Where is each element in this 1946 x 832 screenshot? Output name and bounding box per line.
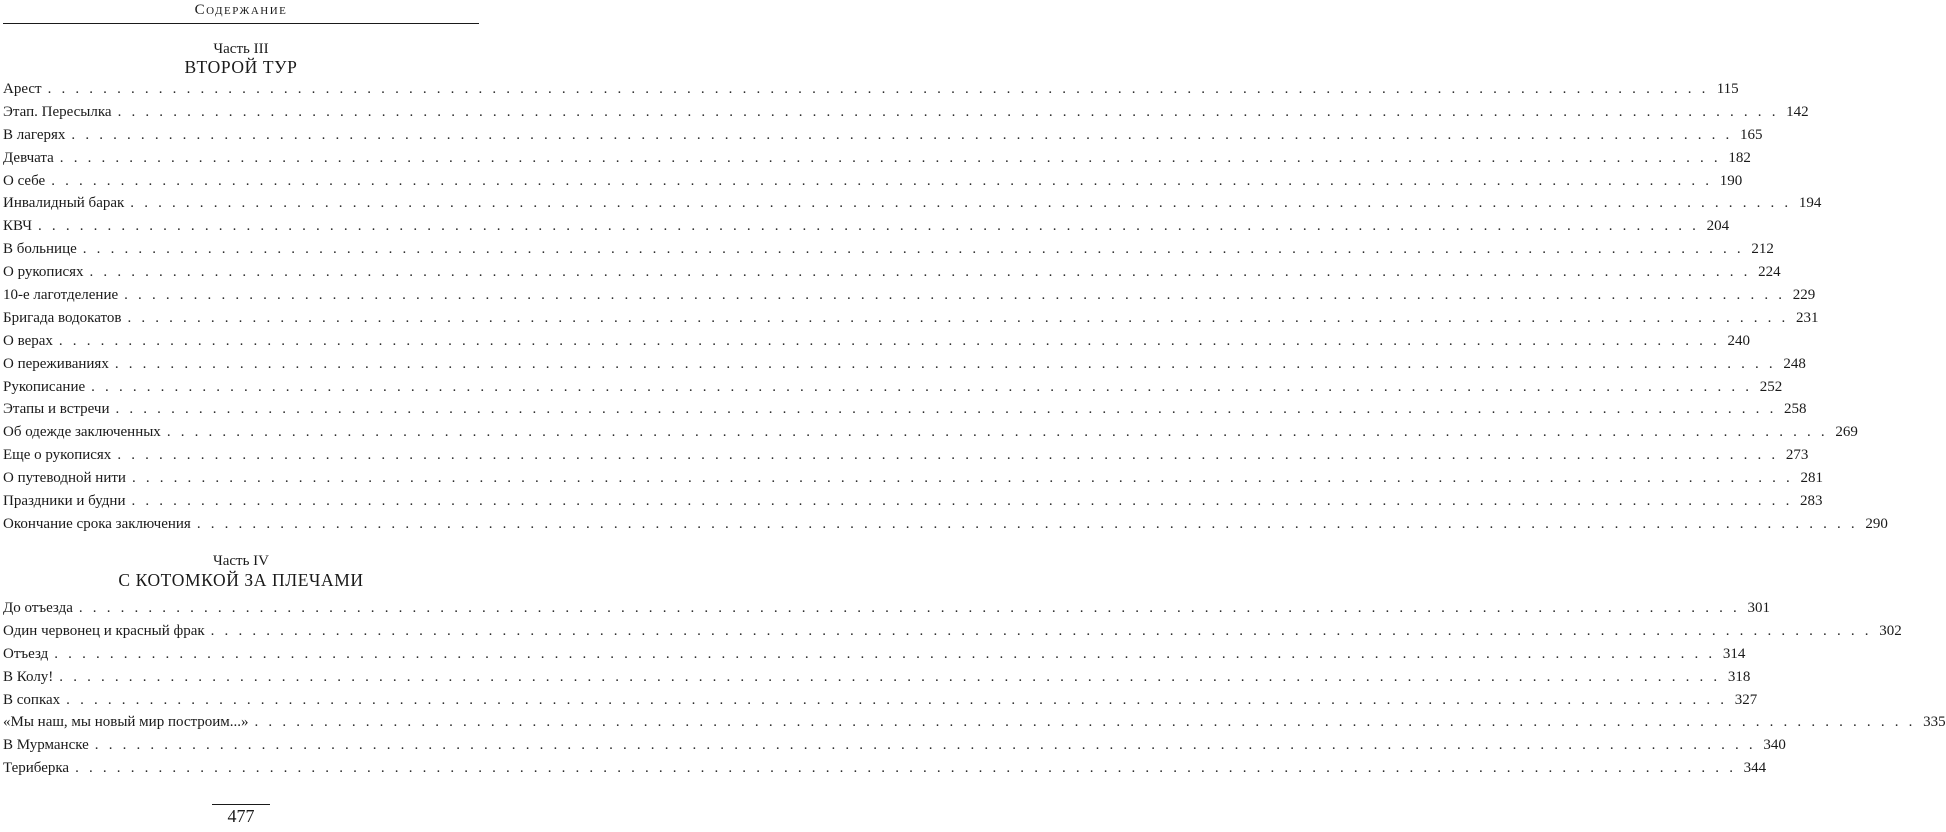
- toc-entry-page: 269: [1835, 424, 1858, 441]
- toc-entry: [3, 147, 1751, 170]
- dot-leader: . . . . . . . . . . . . . . . . . . . . . . . . . . . . . . . . . . . . . . . . . . . . . . . . . . . . . . . . . . . . . . . . . . . . . . . . . . . . . . . . . . . . . . . . . . . . . . . . . . . . . . . . . . . . . . . . . . . . . . . .: [131, 470, 1794, 487]
- toc-entry: [3, 170, 1743, 193]
- toc-entry-title: В Мурманске: [3, 737, 89, 754]
- dot-leader: . . . . . . . . . . . . . . . . . . . . . . . . . . . . . . . . . . . . . . . . . . . . . . . . . . . . . . . . . . . . . . . . . . . . . . . . . . . . . . . . . . . . . . . . . . . . . . . . . . . . . . . . . . . . . . . . . . . . . . . .: [115, 401, 1777, 418]
- dot-leader: . . . . . . . . . . . . . . . . . . . . . . . . . . . . . . . . . . . . . . . . . . . . . . . . . . . . . . . . . . . . . . . . . . . . . . . . . . . . . . . . . . . . . . . . . . . . . . . . . . . . . . . . . . . . . . . . . . . . . . . .: [51, 172, 1713, 189]
- toc-entry-title: Инвалидный барак: [3, 195, 125, 212]
- toc-entry: [3, 353, 1806, 376]
- toc-entry: [3, 620, 1902, 643]
- toc-entry-page: 224: [1758, 264, 1781, 281]
- part-3-toc-list: [3, 78, 1888, 536]
- toc-entry: [3, 78, 1739, 101]
- toc-entry: [3, 734, 1786, 757]
- toc-entry-title: Еще о рукописях: [3, 447, 112, 464]
- toc-entry: [3, 666, 1751, 689]
- toc-entry-page: 258: [1784, 401, 1807, 418]
- toc-entry: [3, 124, 1763, 147]
- toc-entry-title: О переживаниях: [3, 355, 109, 372]
- toc-entry: [3, 421, 1858, 444]
- toc-entry: [3, 376, 1783, 399]
- toc-entry-title: О себе: [3, 172, 46, 189]
- toc-entry-page: 204: [1706, 218, 1730, 235]
- toc-entry: [3, 215, 1730, 238]
- toc-entry-page: 165: [1739, 126, 1763, 143]
- toc-entry-page: 340: [1763, 737, 1786, 754]
- toc-entry: [3, 643, 1746, 666]
- dot-leader: . . . . . . . . . . . . . . . . . . . . . . . . . . . . . . . . . . . . . . . . . . . . . . . . . . . . . . . . . . . . . . . . . . . . . . . . . . . . . . . . . . . . . . . . . . . . . . . . . . . . . . . . . . . . . . . . . . . . . . . .: [196, 515, 1858, 532]
- dot-leader: . . . . . . . . . . . . . . . . . . . . . . . . . . . . . . . . . . . . . . . . . . . . . . . . . . . . . . . . . . . . . . . . . . . . . . . . . . . . . . . . . . . . . . . . . . . . . . . . . . . . . . . . . . . . . . . . . . . . . . . .: [131, 493, 1793, 510]
- dot-leader: . . . . . . . . . . . . . . . . . . . . . . . . . . . . . . . . . . . . . . . . . . . . . . . . . . . . . . . . . . . . . . . . . . . . . . . . . . . . . . . . . . . . . . . . . . . . . . . . . . . . . . . . . . . . . . . . . . . . . . . .: [75, 760, 1737, 777]
- toc-entry-page: 301: [1747, 600, 1770, 616]
- toc-entry: [3, 284, 1816, 307]
- toc-entry-page: 302: [1879, 622, 1902, 639]
- dot-leader: . . . . . . . . . . . . . . . . . . . . . . . . . . . . . . . . . . . . . . . . . . . . . . . . . . . . . . . . . . . . . . . . . . . . . . . . . . . . . . . . . . . . . . . . . . . . . . . . . . . . . . . . . . . . . . . . . . . . . . . .: [58, 332, 1720, 349]
- toc-entry: [3, 398, 1807, 421]
- dot-leader: . . . . . . . . . . . . . . . . . . . . . . . . . . . . . . . . . . . . . . . . . . . . . . . . . . . . . . . . . . . . . . . . . . . . . . . . . . . . . . . . . . . . . . . . . . . . . . . . . . . . . . . . . . . . . . . . . . . . . . . .: [91, 378, 1753, 395]
- toc-entry-page: 240: [1727, 332, 1750, 349]
- toc-entry-title: В сопках: [3, 691, 61, 708]
- toc-entry-title: В Колу!: [3, 668, 54, 685]
- toc-entry-title: О верах: [3, 332, 53, 349]
- dot-leader: . . . . . . . . . . . . . . . . . . . . . . . . . . . . . . . . . . . . . . . . . . . . . . . . . . . . . . . . . . . . . . . . . . . . . . . . . . . . . . . . . . . . . . . . . . . . . . . . . . . . . . . . . . . . . . . . . . . . . . . .: [47, 81, 1709, 97]
- toc-entry: [3, 444, 1809, 467]
- toc-entry-page: 190: [1719, 172, 1743, 189]
- dot-leader: . . . . . . . . . . . . . . . . . . . . . . . . . . . . . . . . . . . . . . . . . . . . . . . . . . . . . . . . . . . . . . . . . . . . . . . . . . . . . . . . . . . . . . . . . . . . . . . . . . . . . . . . . . . . . . . . . . . . . . . .: [66, 691, 1728, 708]
- dot-leader: . . . . . . . . . . . . . . . . . . . . . . . . . . . . . . . . . . . . . . . . . . . . . . . . . . . . . . . . . . . . . . . . . . . . . . . . . . . . . . . . . . . . . . . . . . . . . . . . . . . . . . . . . . . . . . . . . . . . . . . .: [71, 126, 1733, 143]
- toc-entry-title: Этап. Пересылка: [3, 103, 112, 120]
- toc-entry-title: Рукописание: [3, 378, 86, 395]
- toc-entry: [3, 101, 1809, 124]
- toc-entry-title: Окончание срока заключения: [3, 515, 191, 532]
- toc-entry-title: О рукописях: [3, 264, 84, 281]
- toc-entry-title: 10-е лаготделение: [3, 287, 119, 304]
- toc-entry-title: КВЧ: [3, 218, 33, 235]
- dot-leader: . . . . . . . . . . . . . . . . . . . . . . . . . . . . . . . . . . . . . . . . . . . . . . . . . . . . . . . . . . . . . . . . . . . . . . . . . . . . . . . . . . . . . . . . . . . . . . . . . . . . . . . . . . . . . . . . . . . . . . . .: [59, 149, 1721, 166]
- toc-entry-page: 283: [1800, 493, 1823, 510]
- dot-leader: . . . . . . . . . . . . . . . . . . . . . . . . . . . . . . . . . . . . . . . . . . . . . . . . . . . . . . . . . . . . . . . . . . . . . . . . . . . . . . . . . . . . . . . . . . . . . . . . . . . . . . . . . . . . . . . . . . . . . . . .: [114, 355, 1776, 372]
- toc-entry: [3, 757, 1767, 780]
- dot-leader: . . . . . . . . . . . . . . . . . . . . . . . . . . . . . . . . . . . . . . . . . . . . . . . . . . . . . . . . . . . . . . . . . . . . . . . . . . . . . . . . . . . . . . . . . . . . . . . . . . . . . . . . . . . . . . . . . . . . . . . .: [117, 447, 1779, 464]
- dot-leader: . . . . . . . . . . . . . . . . . . . . . . . . . . . . . . . . . . . . . . . . . . . . . . . . . . . . . . . . . . . . . . . . . . . . . . . . . . . . . . . . . . . . . . . . . . . . . . . . . . . . . . . . . . . . . . . . . . . . . . . .: [127, 309, 1789, 326]
- header-rule: [3, 23, 479, 24]
- toc-entry-title: До отъезда: [3, 600, 73, 616]
- dot-leader: . . . . . . . . . . . . . . . . . . . . . . . . . . . . . . . . . . . . . . . . . . . . . . . . . . . . . . . . . . . . . . . . . . . . . . . . . . . . . . . . . . . . . . . . . . . . . . . . . . . . . . . . . . . . . . . . . . . . . . . .: [117, 103, 1779, 120]
- toc-entry-page: 344: [1743, 760, 1767, 777]
- running-head: Содержание: [194, 2, 288, 18]
- toc-entry-title: В лагерях: [3, 126, 66, 143]
- part-4-label: Часть IV: [212, 553, 270, 569]
- toc-entry-page: 290: [1865, 515, 1888, 532]
- toc-entry-page: 327: [1734, 691, 1758, 708]
- toc-entry-title: Праздники и будни: [3, 493, 126, 510]
- part-3-label: Часть III: [213, 41, 269, 57]
- toc-entry: [3, 490, 1823, 513]
- toc-entry-page: 273: [1785, 447, 1809, 464]
- toc-entry-page: 212: [1751, 241, 1774, 258]
- toc-entry-title: «Мы наш, мы новый мир построим...»: [3, 714, 249, 731]
- toc-entry-page: 248: [1783, 355, 1806, 372]
- part-3-title: ВТОРОЙ ТУР: [184, 57, 298, 77]
- dot-leader: . . . . . . . . . . . . . . . . . . . . . . . . . . . . . . . . . . . . . . . . . . . . . . . . . . . . . . . . . . . . . . . . . . . . . . . . . . . . . . . . . . . . . . . . . . . . . . . . . . . . . . . . . . . . . . . . . . . . . . . .: [166, 424, 1828, 441]
- toc-entry: [3, 597, 1770, 620]
- toc-entry-page: 252: [1759, 378, 1783, 395]
- toc-entry: [3, 711, 1946, 734]
- toc-entry-page: 314: [1722, 645, 1746, 662]
- dot-leader: . . . . . . . . . . . . . . . . . . . . . . . . . . . . . . . . . . . . . . . . . . . . . . . . . . . . . . . . . . . . . . . . . . . . . . . . . . . . . . . . . . . . . . . . . . . . . . . . . . . . . . . . . . . . . . . . . . . . . . . .: [54, 645, 1716, 662]
- dot-leader: . . . . . . . . . . . . . . . . . . . . . . . . . . . . . . . . . . . . . . . . . . . . . . . . . . . . . . . . . . . . . . . . . . . . . . . . . . . . . . . . . . . . . . . . . . . . . . . . . . . . . . . . . . . . . . . . . . . . . . . .: [78, 600, 1740, 616]
- toc-entry: [3, 513, 1888, 536]
- part-4-toc-list: [3, 597, 1946, 780]
- dot-leader: . . . . . . . . . . . . . . . . . . . . . . . . . . . . . . . . . . . . . . . . . . . . . . . . . . . . . . . . . . . . . . . . . . . . . . . . . . . . . . . . . . . . . . . . . . . . . . . . . . . . . . . . . . . . . . . . . . . . . . . .: [254, 714, 1916, 731]
- toc-entry-page: 142: [1786, 103, 1809, 120]
- dot-leader: . . . . . . . . . . . . . . . . . . . . . . . . . . . . . . . . . . . . . . . . . . . . . . . . . . . . . . . . . . . . . . . . . . . . . . . . . . . . . . . . . . . . . . . . . . . . . . . . . . . . . . . . . . . . . . . . . . . . . . . .: [89, 264, 1751, 281]
- toc-entry-page: 182: [1728, 149, 1751, 166]
- dot-leader: . . . . . . . . . . . . . . . . . . . . . . . . . . . . . . . . . . . . . . . . . . . . . . . . . . . . . . . . . . . . . . . . . . . . . . . . . . . . . . . . . . . . . . . . . . . . . . . . . . . . . . . . . . . . . . . . . . . . . . . .: [94, 737, 1756, 754]
- dot-leader: . . . . . . . . . . . . . . . . . . . . . . . . . . . . . . . . . . . . . . . . . . . . . . . . . . . . . . . . . . . . . . . . . . . . . . . . . . . . . . . . . . . . . . . . . . . . . . . . . . . . . . . . . . . . . . . . . . . . . . . .: [59, 668, 1721, 685]
- toc-entry: [3, 238, 1774, 261]
- toc-entry: [3, 330, 1750, 353]
- toc-entry: [3, 467, 1824, 490]
- part-4-title: С КОТОМКОЙ ЗА ПЛЕЧАМИ: [118, 570, 364, 590]
- toc-entry-page: 115: [1716, 81, 1739, 97]
- toc-entry: [3, 192, 1822, 215]
- dot-leader: . . . . . . . . . . . . . . . . . . . . . . . . . . . . . . . . . . . . . . . . . . . . . . . . . . . . . . . . . . . . . . . . . . . . . . . . . . . . . . . . . . . . . . . . . . . . . . . . . . . . . . . . . . . . . . . . . . . . . . . .: [124, 287, 1786, 304]
- toc-entry: [3, 261, 1781, 284]
- dot-leader: . . . . . . . . . . . . . . . . . . . . . . . . . . . . . . . . . . . . . . . . . . . . . . . . . . . . . . . . . . . . . . . . . . . . . . . . . . . . . . . . . . . . . . . . . . . . . . . . . . . . . . . . . . . . . . . . . . . . . . . .: [210, 622, 1872, 639]
- toc-entry-title: Бригада водокатов: [3, 309, 122, 326]
- toc-entry-title: Этапы и встречи: [3, 401, 110, 418]
- dot-leader: . . . . . . . . . . . . . . . . . . . . . . . . . . . . . . . . . . . . . . . . . . . . . . . . . . . . . . . . . . . . . . . . . . . . . . . . . . . . . . . . . . . . . . . . . . . . . . . . . . . . . . . . . . . . . . . . . . . . . . . .: [38, 218, 1700, 235]
- footer-rule: [212, 804, 270, 805]
- toc-entry-title: В больнице: [3, 241, 77, 258]
- toc-entry-title: Об одежде заключенных: [3, 424, 161, 441]
- toc-entry-page: 229: [1792, 287, 1816, 304]
- toc-entry-page: 335: [1923, 714, 1946, 731]
- toc-entry-title: Девчата: [3, 149, 54, 166]
- dot-leader: . . . . . . . . . . . . . . . . . . . . . . . . . . . . . . . . . . . . . . . . . . . . . . . . . . . . . . . . . . . . . . . . . . . . . . . . . . . . . . . . . . . . . . . . . . . . . . . . . . . . . . . . . . . . . . . . . . . . . . . .: [82, 241, 1744, 258]
- toc-entry-title: Отъезд: [3, 645, 49, 662]
- toc-entry-title: Один червонец и красный фрак: [3, 622, 205, 639]
- toc-entry-page: 231: [1796, 309, 1819, 326]
- toc-entry: [3, 689, 1758, 712]
- dot-leader: . . . . . . . . . . . . . . . . . . . . . . . . . . . . . . . . . . . . . . . . . . . . . . . . . . . . . . . . . . . . . . . . . . . . . . . . . . . . . . . . . . . . . . . . . . . . . . . . . . . . . . . . . . . . . . . . . . . . . . . .: [130, 195, 1792, 212]
- toc-entry-title: Арест: [3, 81, 42, 97]
- toc-entry-page: 318: [1727, 668, 1751, 685]
- toc-entry-page: 194: [1798, 195, 1822, 212]
- toc-entry: [3, 307, 1819, 330]
- page-number: 477: [227, 806, 255, 826]
- toc-entry-page: 281: [1800, 470, 1824, 487]
- toc-entry-title: Териберка: [3, 760, 70, 777]
- toc-entry-title: О путеводной нити: [3, 470, 126, 487]
